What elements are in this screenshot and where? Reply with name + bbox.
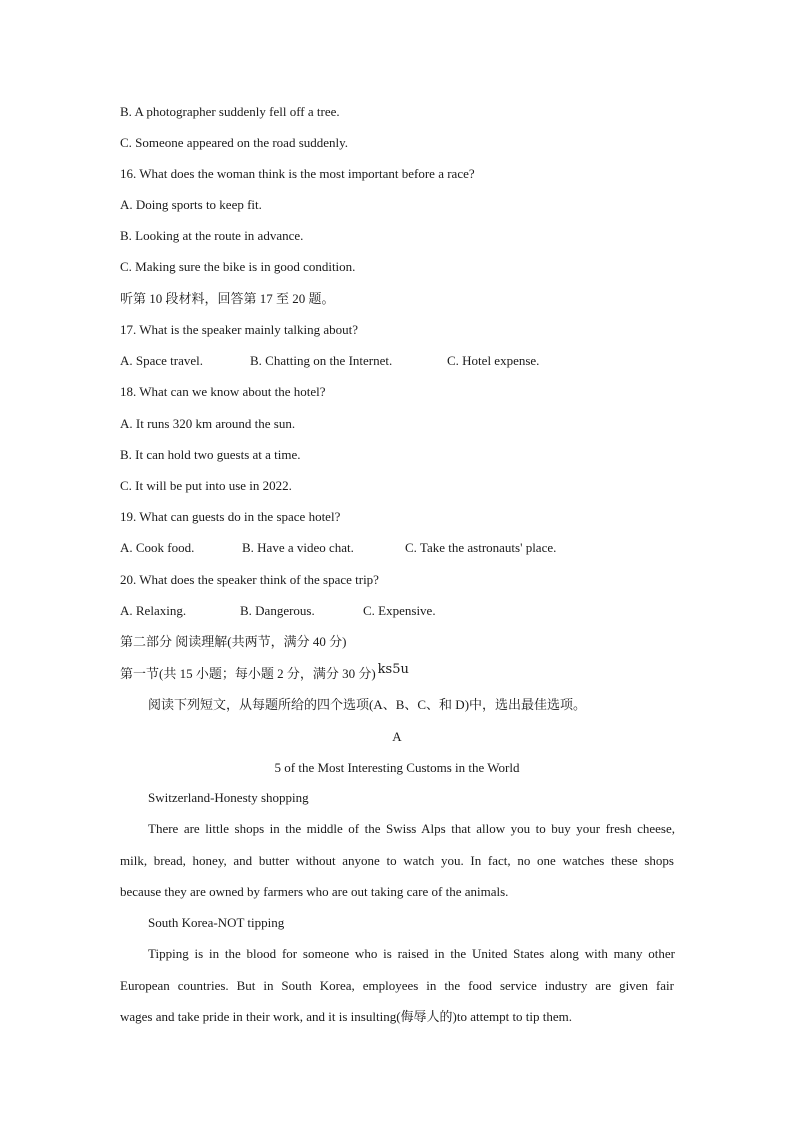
custom1-heading: Switzerland-Honesty shopping	[148, 790, 309, 805]
q19-options	[120, 540, 556, 556]
custom2-line-3: wages and take pride in their work, and it is insulting(侮辱人的)to attempt to tip them.	[120, 1009, 573, 1024]
q18-option-c: C. It will be put into use in 2022.	[120, 478, 292, 493]
q15-option-b: B. A photographer suddenly fell off a tree.	[120, 104, 340, 119]
custom1-line-2: milk, bread, honey, and butter without anyone to watch you. In fact, no one watches these shops	[120, 853, 674, 868]
q20-option-a: A. Relaxing.	[120, 603, 187, 618]
passage-title: 5 of the Most Interesting Customs in the World	[274, 760, 520, 775]
q17-option-c: C. Hotel expense.	[447, 353, 540, 368]
q20-option-b: B. Dangerous.	[240, 603, 315, 618]
section10-intro: 听第 10 段材料，回答第 17 至 20 题。	[120, 291, 335, 306]
q16-question: 16. What does the woman think is the most important before a race?	[120, 166, 475, 181]
q15-option-c: C. Someone appeared on the road suddenly.	[120, 135, 349, 150]
q19-question: 19. What can guests do in the space hotel?	[120, 509, 341, 524]
q17-option-a: A. Space travel.	[120, 353, 204, 368]
passage-letter: A	[392, 729, 402, 744]
q17-options	[120, 353, 539, 369]
custom1-line-1: There are little shops in the middle of the Swiss Alps that allow you to buy your fresh cheese,	[148, 821, 675, 836]
custom1-line-3: because they are owned by farmers who are out taking care of the animals.	[120, 884, 509, 899]
part-two-title: 第二部分 阅读理解(共两节，满分 40 分)	[120, 634, 347, 649]
section-one-title-row	[120, 662, 409, 683]
q19-option-a: A. Cook food.	[120, 540, 195, 555]
q17-option-b: B. Chatting on the Internet.	[250, 353, 393, 368]
q20-question: 20. What does the speaker think of the space trip?	[120, 572, 379, 587]
q20-option-c: C. Expensive.	[363, 603, 436, 618]
q16-option-c: C. Making sure the bike is in good condition.	[120, 259, 356, 274]
custom2-heading: South Korea-NOT tipping	[148, 915, 285, 930]
custom2-line-1: Tipping is in the blood for someone who is raised in the United States along with many other	[148, 946, 675, 961]
q17-question: 17. What is the speaker mainly talking about?	[120, 322, 359, 337]
q16-option-b: B. Looking at the route in advance.	[120, 228, 304, 243]
q19-option-b: B. Have a video chat.	[242, 540, 354, 555]
q16-option-a: A. Doing sports to keep fit.	[120, 197, 262, 212]
q18-question: 18. What can we know about the hotel?	[120, 384, 326, 399]
ks5u-watermark: ks5u	[377, 662, 409, 677]
section-one-title: 第一节(共 15 小题；每小题 2 分，满分 30 分)	[120, 666, 376, 681]
q18-option-a: A. It runs 320 km around the sun.	[120, 416, 296, 431]
q20-options	[120, 603, 436, 619]
custom2-line-2: European countries. But in South Korea, employees in the food service industry are given fair	[120, 978, 674, 993]
reading-instructions: 阅读下列短文，从每题所给的四个选项(A、B、C、和 D)中，选出最佳选项。	[148, 697, 587, 712]
q19-option-c: C. Take the astronauts' place.	[405, 540, 557, 555]
q18-option-b: B. It can hold two guests at a time.	[120, 447, 301, 462]
